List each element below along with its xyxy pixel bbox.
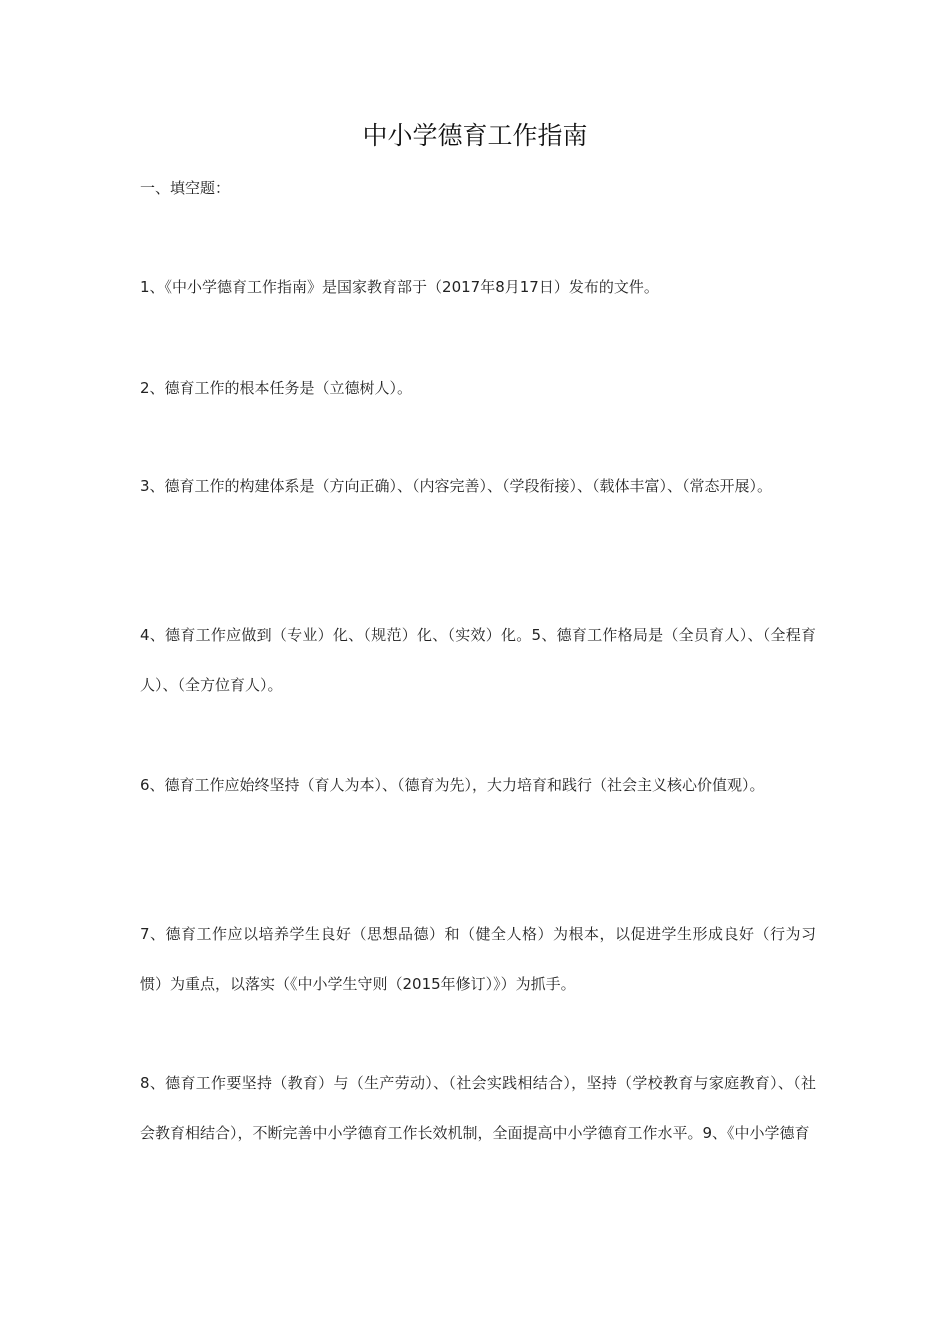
section-heading: 一、填空题： (140, 179, 231, 197)
question-4-5: 4、德育工作应做到（专业）化、（规范）化、（实效）化。5、德育工作格局是（全员育人）、（全程育人）、（全方位育人）。 (140, 626, 816, 694)
question-6: 6、德育工作应始终坚持（育人为本）、（德育为先），大力培育和践行（社会主义核心价值观）。 (140, 776, 765, 794)
question-2: 2、德育工作的根本任务是（立德树人）。 (140, 379, 413, 397)
document-title: 中小学德育工作指南 (362, 121, 588, 150)
question-1: 1、《中小学德育工作指南》是国家教育部于（2017年8月17日）发布的文件。 (140, 278, 659, 296)
question-7: 7、德育工作应以培养学生良好（思想品德）和（健全人格）为根本，以促进学生形成良好（行为习惯）为重点，以落实（《中小学生守则（2015年修订）》）为抓手。 (140, 925, 816, 993)
question-8-9: 8、德育工作要坚持（教育）与（生产劳动）、（社会实践相结合），坚持（学校教育与家庭教育）、（社会教育相结合），不断完善中小学德育工作长效机制，全面提高中小学德育工作水平。9、《中小学德育 (140, 1074, 816, 1142)
question-3: 3、德育工作的构建体系是（方向正确）、（内容完善）、（学段衔接）、（载体丰富）、（常态开展）。 (140, 477, 773, 495)
